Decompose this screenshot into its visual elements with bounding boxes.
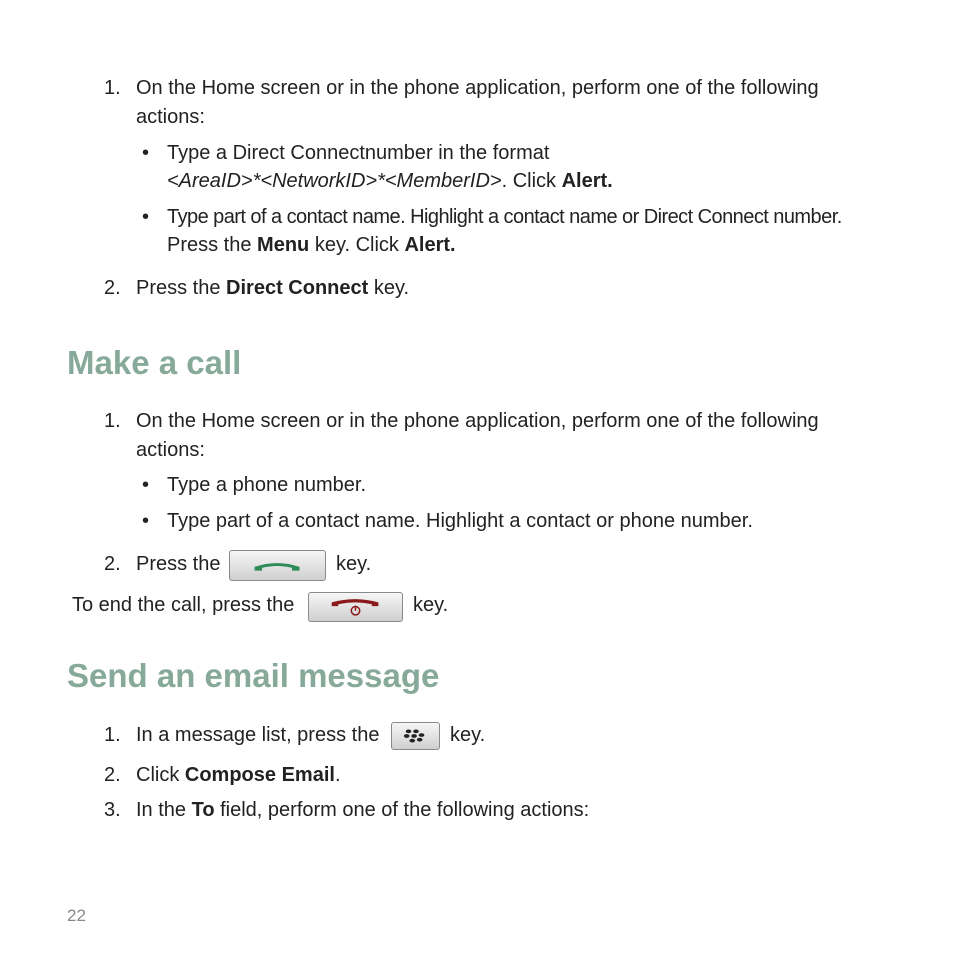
text: . (450, 234, 456, 256)
text: Press the (136, 277, 227, 299)
menu-key-icon (391, 722, 440, 750)
bullet: • (142, 510, 150, 532)
text: Press the (167, 234, 258, 256)
step-text: In a message list, press the (136, 724, 380, 746)
step-text: On the Home screen or in the phone application, perform one of the following (136, 410, 819, 432)
step-number: 1. (104, 724, 121, 746)
step-text: actions: (136, 439, 205, 461)
bullet: • (142, 206, 150, 228)
send-key-icon (229, 550, 326, 581)
text: . Click (501, 170, 562, 192)
bullet-text: Type part of a contact name. Highlight a contact or phone number. (167, 510, 753, 532)
bold-text: Menu (257, 234, 310, 256)
text: In the (136, 799, 192, 821)
step-text (136, 761, 341, 789)
format-text: <AreaID>*<NetworkID>*<MemberID> (167, 170, 502, 192)
bullet-text (167, 167, 613, 195)
end-key-icon (308, 592, 403, 622)
bold-text: Alert (561, 170, 608, 192)
text: Click (136, 764, 185, 786)
red-phone-power-icon (309, 593, 402, 621)
bullet-text: Type a phone number. (167, 474, 367, 496)
step-number: 1. (104, 410, 121, 432)
step-number: 2. (104, 764, 121, 786)
bullet: • (142, 142, 150, 164)
section-heading: Send an email message (67, 657, 440, 694)
page-number: 22 (67, 906, 86, 925)
text: field, perform one of the following actions: (214, 799, 590, 821)
bullet-text: Type part of a contact name. Highlight a contact name or Direct Connect number. (167, 206, 842, 228)
step-number: 2. (104, 553, 121, 575)
step-text: On the Home screen or in the phone application, perform one of the following (136, 77, 819, 99)
bold-text: Alert (404, 234, 451, 256)
bold-text: Compose Email (184, 764, 335, 786)
end-call-text: key. (413, 594, 449, 616)
text: . (334, 764, 341, 786)
section-heading: Make a call (67, 344, 242, 381)
step-text (136, 274, 409, 302)
step-number: 1. (104, 77, 121, 99)
step-text: key. (450, 724, 486, 746)
green-phone-handset-icon (230, 551, 325, 580)
bullet-text: Type a Direct Connectnumber in the format (167, 142, 550, 164)
bold-text: To (191, 799, 215, 821)
step-text (136, 796, 589, 824)
blackberry-menu-icon (392, 723, 439, 749)
bold-text: Direct Connect (226, 277, 369, 299)
step-text: Press the (136, 553, 221, 575)
text: key. Click (309, 234, 405, 256)
bullet: • (142, 474, 150, 496)
step-number: 2. (104, 277, 121, 299)
bullet-text (167, 231, 456, 259)
text: key. (368, 277, 410, 299)
step-text: key. (336, 553, 372, 575)
end-call-text: To end the call, press the (72, 594, 295, 616)
step-text: actions: (136, 106, 205, 128)
step-number: 3. (104, 799, 121, 821)
text: . (607, 170, 613, 192)
